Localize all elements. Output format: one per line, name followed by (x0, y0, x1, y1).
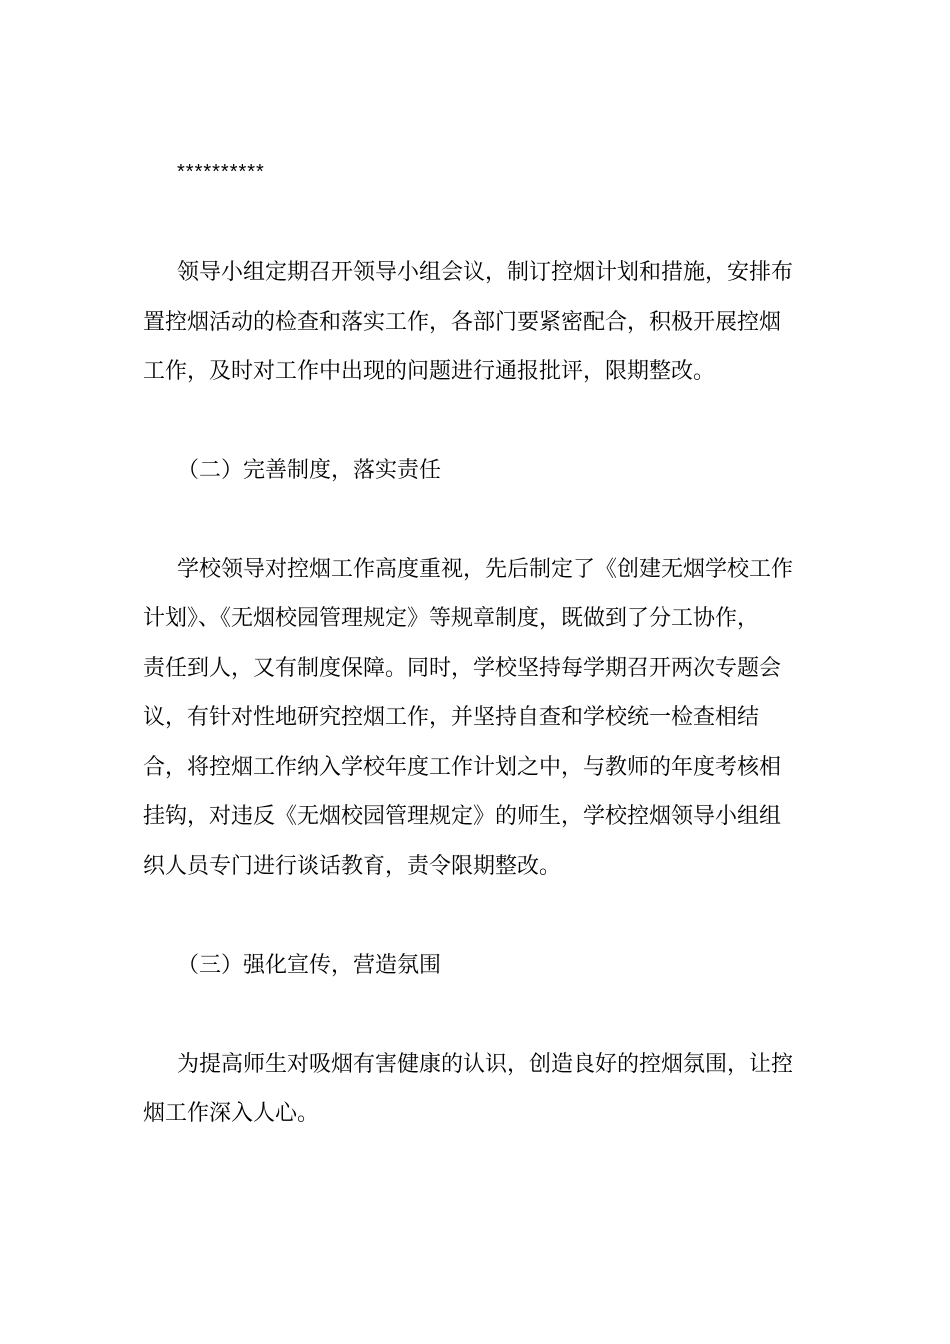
paragraph-line: 织人员专门进行谈话教育，责令限期整改。 (143, 854, 562, 879)
paragraph-line: 烟工作深入人心。 (143, 1101, 320, 1126)
paragraph-line: 为提高师生对吸烟有害健康的认识，创造良好的控烟氛围，让控 (177, 1052, 794, 1077)
section-heading-3: （三）强化宣传，营造氛围 (177, 953, 442, 978)
paragraph-line: 责任到人，又有制度保障。同时，学校坚持每学期召开两次专题会 (143, 656, 782, 681)
paragraph-line: 置控烟活动的检查和落实工作，各部门要紧密配合，积极开展控烟 (143, 310, 782, 335)
section-heading-2: （二）完善制度，落实责任 (177, 458, 442, 483)
paragraph-line: 合，将控烟工作纳入学校年度工作计划之中，与教师的年度考核相 (143, 755, 782, 780)
paragraph-line: 计划》、《无烟校园管理规定》等规章制度，既做到了分工协作， (143, 606, 760, 631)
separator-stars: ********** (177, 161, 265, 183)
paragraph-line: 学校领导对控烟工作高度重视，先后制定了《创建无烟学校工作 (177, 557, 794, 582)
paragraph-line: 议，有针对性地研究控烟工作，并坚持自查和学校统一检查相结 (143, 705, 760, 730)
paragraph-line: 工作，及时对工作中出现的问题进行通报批评，限期整改。 (143, 359, 716, 384)
paragraph-line: 挂钩，对违反《无烟校园管理规定》的师生，学校控烟领导小组组 (143, 804, 782, 829)
paragraph-line: 领导小组定期召开领导小组会议，制订控烟计划和措施，安排布 (177, 260, 794, 285)
